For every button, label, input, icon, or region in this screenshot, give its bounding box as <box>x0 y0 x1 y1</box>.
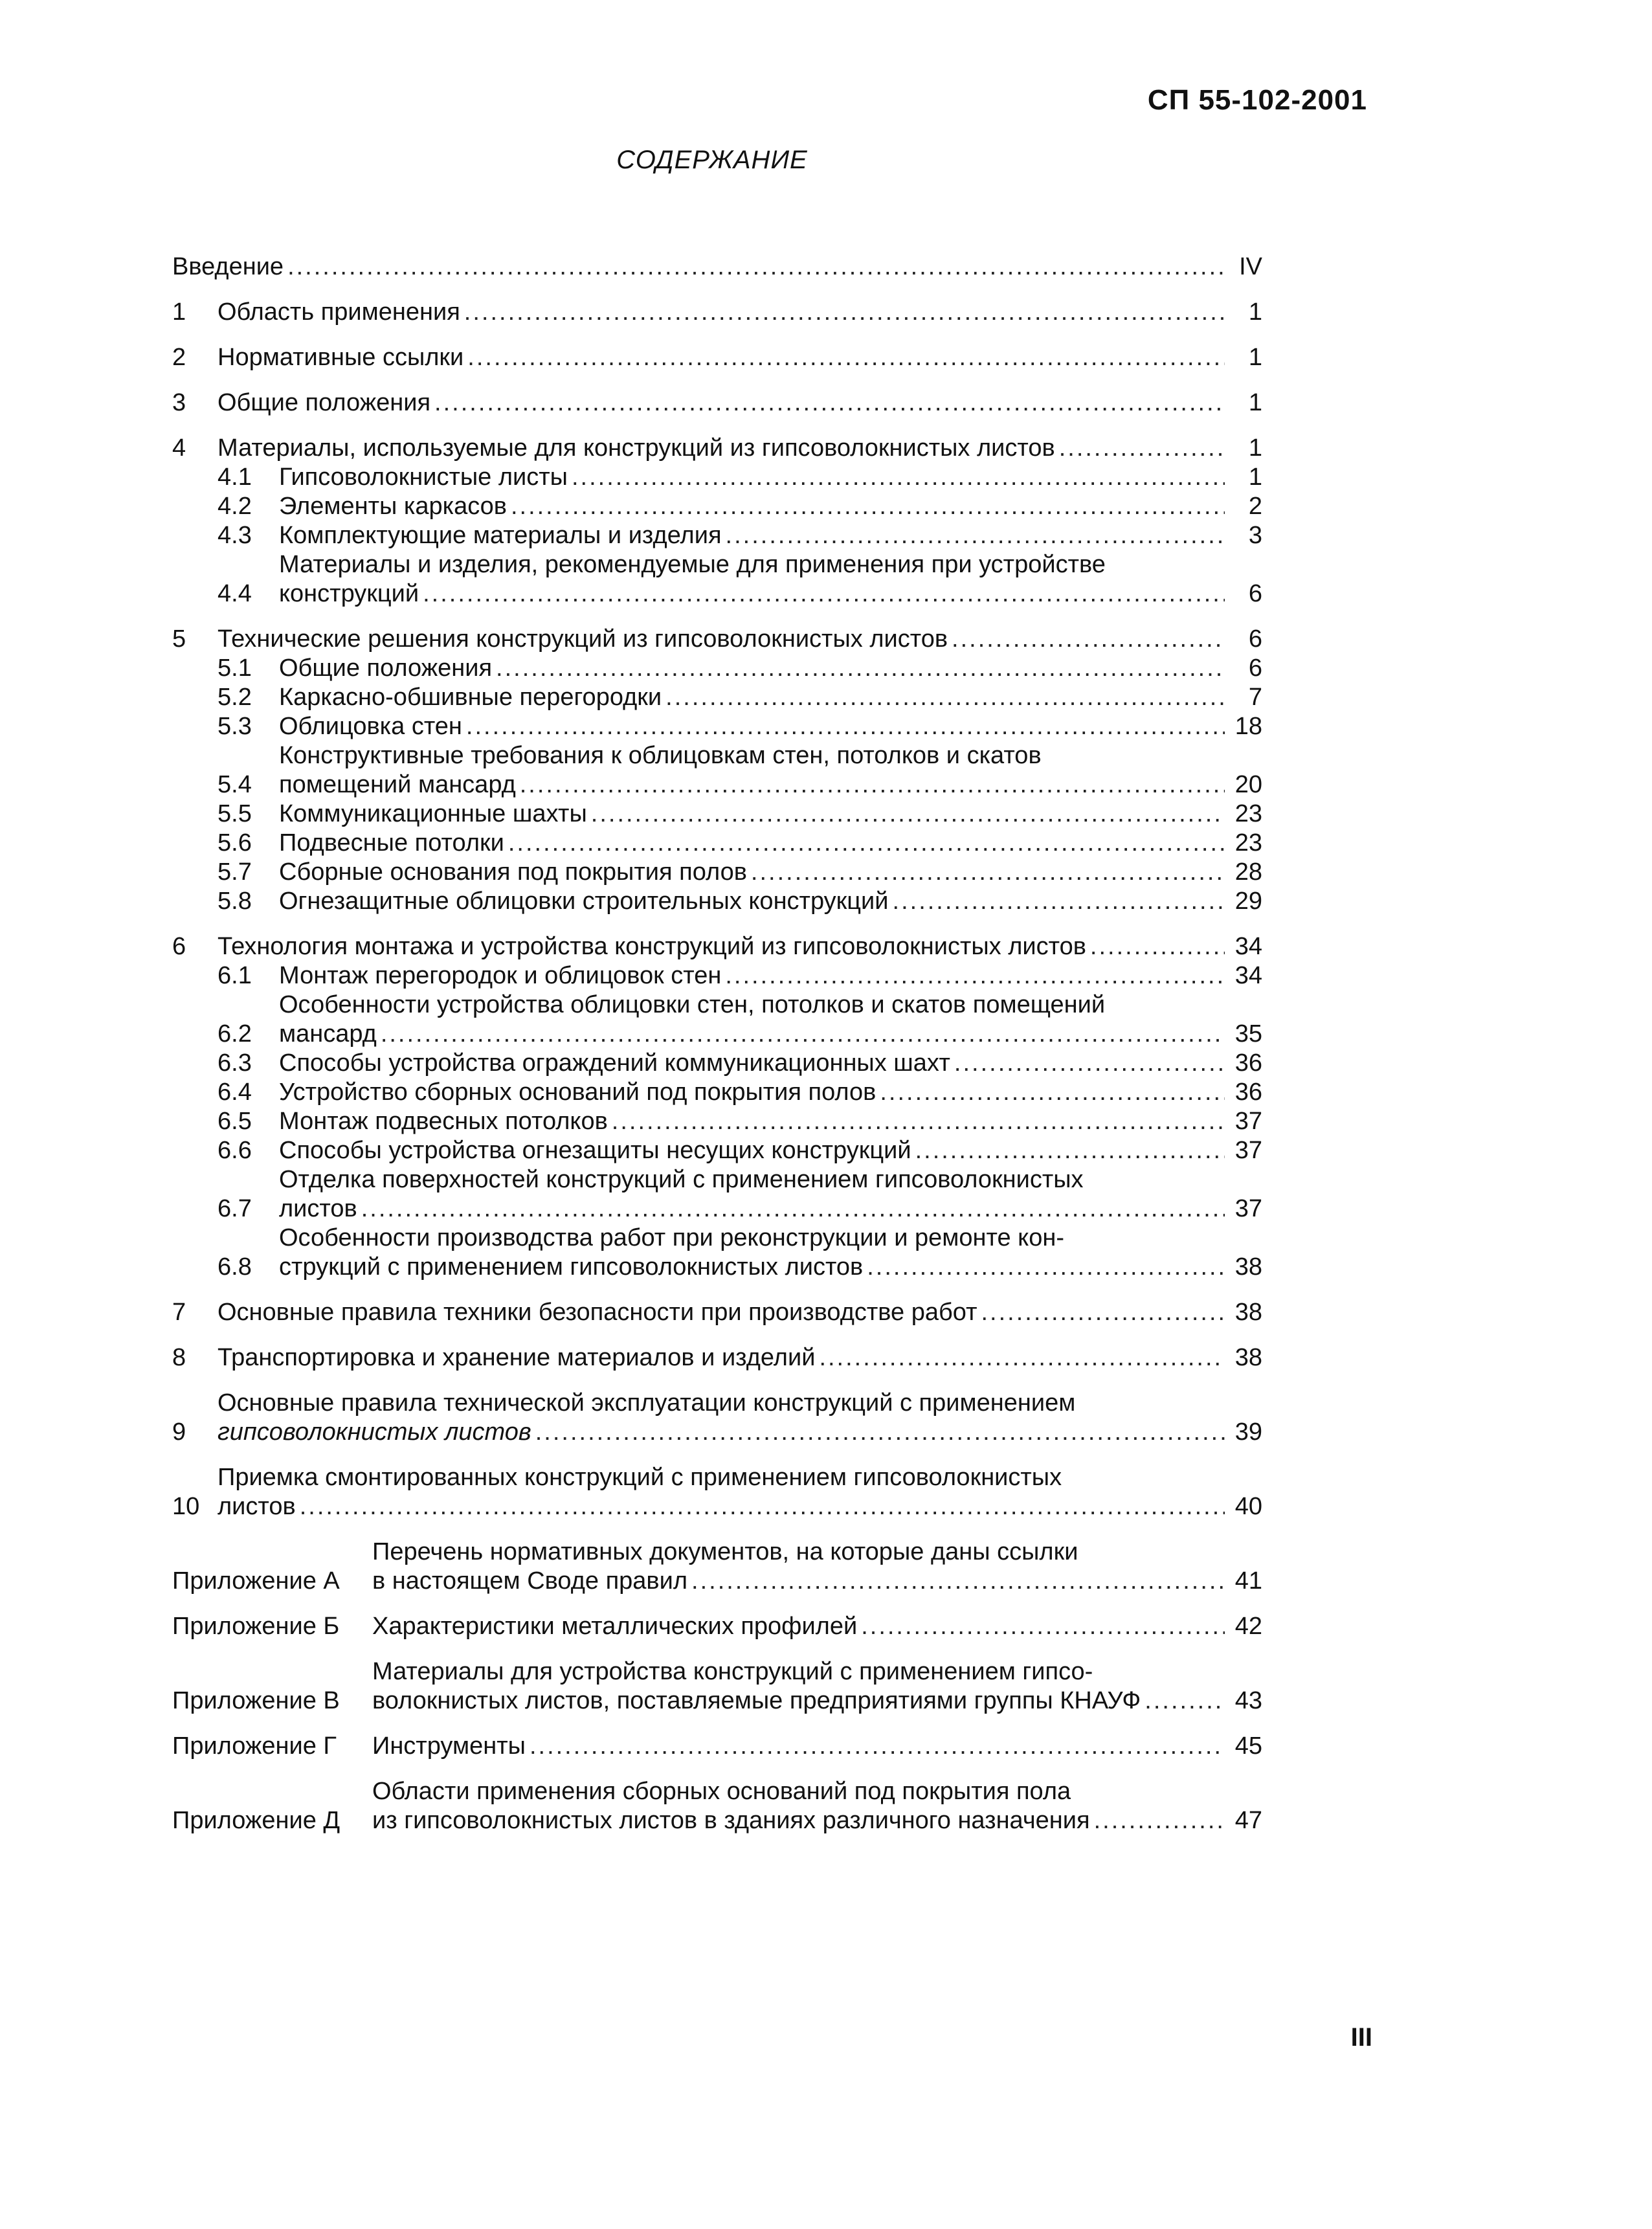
toc-entry-title: струкций с применением гипсоволокнистых листов <box>279 1253 864 1281</box>
toc-entry-number: 6.4 <box>218 1079 252 1106</box>
toc-entry-page: 6 <box>1248 655 1262 682</box>
toc-entry-title-line: Материалы и изделия, рекомендуемые для применения при устройстве <box>279 551 1106 578</box>
toc-entry-subsection[interactable] <box>172 1165 1262 1224</box>
dot-leader <box>381 1020 1225 1049</box>
page-title: СОДЕРЖАНИЕ <box>616 146 808 174</box>
toc-entry-appendix[interactable] <box>172 1777 1262 1835</box>
toc-entry-section[interactable] <box>172 343 1262 372</box>
toc-entry-page: 18 <box>1234 713 1262 740</box>
toc-entry-subsection[interactable] <box>172 991 1262 1049</box>
toc-entry-page: 40 <box>1234 1493 1262 1520</box>
dot-leader <box>1059 434 1225 463</box>
toc-entry-subsection[interactable] <box>172 683 1262 712</box>
dot-leader <box>520 770 1225 800</box>
toc-entry-subsection[interactable] <box>172 492 1262 521</box>
toc-entry-number: 10 <box>172 1493 200 1520</box>
toc-entry-subsection[interactable] <box>172 741 1262 800</box>
appendix-label: Приложение Д <box>172 1807 340 1834</box>
toc-entry-page: 37 <box>1234 1108 1262 1135</box>
toc-entry-number: 3 <box>172 389 186 416</box>
toc-entry-page: 2 <box>1248 493 1262 520</box>
toc-entry-title-line: Материалы для устройства конструкций с применением гипсо- <box>372 1658 1093 1685</box>
toc-entry-number: 6.8 <box>218 1253 252 1281</box>
toc-entry-subsection[interactable] <box>172 1224 1262 1282</box>
toc-entry-title-line: Основные правила технической эксплуатации конструкций с применением <box>218 1389 1076 1417</box>
toc-entry-number: 6 <box>172 933 186 960</box>
toc-entry-page: IV <box>1239 253 1262 280</box>
dot-leader <box>612 1107 1225 1136</box>
toc-entry-page: 35 <box>1234 1020 1262 1047</box>
dot-leader <box>726 521 1225 550</box>
toc-entry-title-line: Особенности устройства облицовки стен, потолков и скатов помещений <box>279 991 1106 1018</box>
toc-entry-number: 9 <box>172 1418 186 1446</box>
toc-entry-title: Введение <box>172 253 284 280</box>
toc-entry-subsection[interactable] <box>172 1136 1262 1165</box>
dot-leader <box>535 1418 1225 1447</box>
toc-entry-number: 4.4 <box>218 580 252 607</box>
dot-leader <box>1094 1806 1225 1835</box>
toc-entry-number: 4 <box>172 434 186 462</box>
dot-leader <box>819 1343 1225 1372</box>
dot-leader <box>361 1194 1225 1224</box>
toc-entry-title: гипсоволокнистых листов <box>218 1418 531 1446</box>
toc-entry-page: 1 <box>1248 298 1262 326</box>
table-of-contents <box>172 252 1262 1835</box>
toc-entry-section[interactable] <box>172 1343 1262 1372</box>
toc-entry-subsection[interactable] <box>172 1049 1262 1078</box>
dot-leader <box>423 579 1225 609</box>
toc-entry-title: в настоящем Своде правил <box>372 1567 688 1595</box>
toc-entry-title-line: Особенности производства работ при реконструкции и ремонте кон- <box>279 1224 1064 1251</box>
toc-entry-title: Огнезащитные облицовки строительных конструкций <box>279 888 889 915</box>
toc-entry-page: 29 <box>1234 888 1262 915</box>
toc-entry-appendix[interactable] <box>172 1657 1262 1716</box>
dot-leader <box>952 625 1225 654</box>
toc-entry-number: 5.3 <box>218 713 252 740</box>
toc-entry-page: 37 <box>1234 1195 1262 1222</box>
toc-entry-page: 1 <box>1248 389 1262 416</box>
toc-entry-number: 5.5 <box>218 800 252 827</box>
toc-entry-number: 5.6 <box>218 829 252 857</box>
toc-entry-subsection[interactable] <box>172 800 1262 829</box>
toc-entry-page: 20 <box>1234 771 1262 798</box>
toc-entry-page: 1 <box>1248 434 1262 462</box>
toc-entry-page: 42 <box>1234 1613 1262 1640</box>
dot-leader <box>867 1253 1225 1282</box>
dot-leader <box>300 1492 1225 1521</box>
toc-entry-title: из гипсоволокнистых листов в зданиях различного назначения <box>372 1807 1090 1834</box>
toc-entry-number: 5.1 <box>218 655 252 682</box>
toc-entry-page: 7 <box>1248 684 1262 711</box>
toc-entry-title: волокнистых листов, поставляемые предприятиями группы КНАУФ <box>372 1687 1141 1714</box>
toc-entry-subsection[interactable] <box>172 1107 1262 1136</box>
toc-entry-page: 6 <box>1248 625 1262 653</box>
toc-entry-title-line: Перечень нормативных документов, на которые даны ссылки <box>372 1538 1078 1565</box>
toc-entry-page: 34 <box>1234 962 1262 989</box>
toc-entry-title: Гипсоволокнистые листы <box>279 464 568 491</box>
appendix-label: Приложение А <box>172 1567 340 1595</box>
toc-entry-number: 6.2 <box>218 1020 252 1047</box>
toc-entry-title: Монтаж перегородок и облицовок стен <box>279 962 722 989</box>
toc-entry-number: 7 <box>172 1299 186 1326</box>
dot-leader <box>880 1078 1225 1107</box>
toc-entry-page: 38 <box>1234 1299 1262 1326</box>
toc-entry-section[interactable] <box>172 932 1262 961</box>
toc-entry-intro[interactable] <box>172 252 1262 282</box>
toc-entry-title: Технология монтажа и устройства конструкций из гипсоволокнистых листов <box>218 933 1086 960</box>
toc-entry-title: Монтаж подвесных потолков <box>279 1108 608 1135</box>
toc-entry-section[interactable] <box>172 625 1262 654</box>
toc-entry-page: 28 <box>1234 858 1262 886</box>
toc-entry-subsection[interactable] <box>172 654 1262 683</box>
toc-entry-page: 41 <box>1234 1567 1262 1595</box>
dot-leader <box>287 252 1225 282</box>
toc-entry-number: 6.6 <box>218 1137 252 1164</box>
toc-entry-page: 37 <box>1234 1137 1262 1164</box>
toc-entry-section[interactable] <box>172 1463 1262 1521</box>
toc-entry-title: Основные правила техники безопасности при производстве работ <box>218 1299 977 1326</box>
toc-entry-appendix[interactable] <box>172 1612 1262 1641</box>
toc-entry-page: 3 <box>1248 522 1262 549</box>
toc-entry-number: 6.7 <box>218 1195 252 1222</box>
toc-entry-title-line: Конструктивные требования к облицовкам стен, потолков и скатов <box>279 742 1042 769</box>
dot-leader <box>572 463 1225 492</box>
toc-entry-number: 4.2 <box>218 493 252 520</box>
toc-entry-title: Каркасно-обшивные перегородки <box>279 684 662 711</box>
toc-entry-title: Материалы, используемые для конструкций из гипсоволокнистых листов <box>218 434 1055 462</box>
toc-entry-page: 1 <box>1248 344 1262 371</box>
toc-entry-section[interactable] <box>172 298 1262 327</box>
toc-entry-page: 45 <box>1234 1732 1262 1760</box>
toc-entry-page: 34 <box>1234 933 1262 960</box>
toc-entry-title-line: Области применения сборных оснований под покрытия пола <box>372 1778 1071 1805</box>
toc-entry-section[interactable] <box>172 434 1262 463</box>
toc-entry-title: Коммуникационные шахты <box>279 800 587 827</box>
toc-entry-appendix[interactable] <box>172 1538 1262 1596</box>
toc-entry-number: 5 <box>172 625 186 653</box>
toc-entry-title: Общие положения <box>279 655 493 682</box>
page-number: III <box>1350 2023 1372 2052</box>
appendix-label: Приложение В <box>172 1687 340 1714</box>
toc-entry-section[interactable] <box>172 1389 1262 1447</box>
dot-leader <box>691 1567 1225 1596</box>
toc-entry-page: 1 <box>1248 464 1262 491</box>
appendix-label: Приложение Б <box>172 1613 340 1640</box>
toc-entry-subsection[interactable] <box>172 887 1262 916</box>
toc-entry-number: 5.7 <box>218 858 252 886</box>
toc-entry-subsection[interactable] <box>172 1078 1262 1107</box>
toc-entry-title: Область применения <box>218 298 460 326</box>
toc-entry-page: 38 <box>1234 1344 1262 1371</box>
dot-leader <box>467 343 1225 372</box>
toc-entry-title: листов <box>218 1493 296 1520</box>
toc-entry-title-line: Отделка поверхностей конструкций с применением гипсоволокнистых <box>279 1166 1084 1193</box>
appendix-label: Приложение Г <box>172 1732 337 1760</box>
toc-entry-number: 6.5 <box>218 1108 252 1135</box>
toc-entry-title: Технические решения конструкций из гипсоволокнистых листов <box>218 625 948 653</box>
dot-leader <box>915 1136 1225 1165</box>
dot-leader <box>981 1298 1225 1327</box>
dot-leader <box>665 683 1225 712</box>
toc-entry-subsection[interactable] <box>172 712 1262 741</box>
toc-entry-subsection[interactable] <box>172 550 1262 609</box>
dot-leader <box>861 1612 1225 1641</box>
toc-entry-title: Инструменты <box>372 1732 526 1760</box>
toc-entry-title: Способы устройства огнезащиты несущих конструкций <box>279 1137 911 1164</box>
dot-leader <box>466 712 1225 741</box>
toc-entry-subsection[interactable] <box>172 463 1262 492</box>
toc-entry-title: Облицовка стен <box>279 713 462 740</box>
toc-entry-page: 47 <box>1234 1807 1262 1834</box>
dot-leader <box>751 858 1225 887</box>
dot-leader <box>530 1732 1225 1761</box>
toc-entry-title: Транспортировка и хранение материалов и изделий <box>218 1344 816 1371</box>
toc-entry-number: 8 <box>172 1344 186 1371</box>
toc-entry-title: листов <box>279 1195 357 1222</box>
toc-entry-number: 1 <box>172 298 186 326</box>
dot-leader <box>591 800 1225 829</box>
toc-entry-number: 5.8 <box>218 888 252 915</box>
toc-entry-subsection[interactable] <box>172 961 1262 991</box>
toc-entry-number: 4.1 <box>218 464 252 491</box>
toc-entry-number: 4.3 <box>218 522 252 549</box>
toc-entry-page: 23 <box>1234 829 1262 857</box>
toc-entry-title: Элементы каркасов <box>279 493 507 520</box>
toc-entry-page: 39 <box>1234 1418 1262 1446</box>
toc-entry-title: Подвесные потолки <box>279 829 504 857</box>
toc-entry-number: 6.1 <box>218 962 252 989</box>
toc-entry-number: 5.4 <box>218 771 252 798</box>
dot-leader <box>1090 932 1225 961</box>
dot-leader <box>464 298 1225 327</box>
toc-entry-page: 6 <box>1248 580 1262 607</box>
toc-entry-title: Характеристики металлических профилей <box>372 1613 858 1640</box>
toc-entry-title: Способы устройства ограждений коммуникационных шахт <box>279 1049 950 1077</box>
toc-entry-title-line: Приемка смонтированных конструкций с применением гипсоволокнистых <box>218 1464 1062 1491</box>
dot-leader <box>434 388 1225 418</box>
dot-leader <box>725 961 1225 991</box>
toc-entry-title: помещений мансард <box>279 771 516 798</box>
dot-leader <box>511 492 1225 521</box>
toc-entry-page: 36 <box>1234 1079 1262 1106</box>
toc-entry-title: Общие положения <box>218 389 431 416</box>
toc-entry-subsection[interactable] <box>172 521 1262 550</box>
toc-entry-page: 43 <box>1234 1687 1262 1714</box>
toc-entry-number: 2 <box>172 344 186 371</box>
toc-entry-title: Комплектующие материалы и изделия <box>279 522 722 549</box>
toc-entry-title: Сборные основания под покрытия полов <box>279 858 747 886</box>
toc-entry-title: Устройство сборных оснований под покрытия полов <box>279 1079 876 1106</box>
document-code: СП 55-102-2001 <box>1147 84 1367 116</box>
toc-entry-subsection[interactable] <box>172 858 1262 887</box>
dot-leader <box>954 1049 1225 1078</box>
toc-entry-title: мансард <box>279 1020 377 1047</box>
dot-leader <box>496 654 1225 683</box>
toc-entry-section[interactable] <box>172 1298 1262 1327</box>
toc-entry-number: 6.3 <box>218 1049 252 1077</box>
toc-entry-number: 5.2 <box>218 684 252 711</box>
dot-leader <box>893 887 1225 916</box>
toc-entry-page: 23 <box>1234 800 1262 827</box>
toc-entry-title: конструкций <box>279 580 419 607</box>
dot-leader <box>1144 1686 1225 1716</box>
dot-leader <box>508 829 1225 858</box>
toc-entry-page: 36 <box>1234 1049 1262 1077</box>
toc-entry-section[interactable] <box>172 388 1262 418</box>
toc-entry-subsection[interactable] <box>172 829 1262 858</box>
toc-entry-appendix[interactable] <box>172 1732 1262 1761</box>
toc-entry-title: Нормативные ссылки <box>218 344 464 371</box>
toc-entry-page: 38 <box>1234 1253 1262 1281</box>
